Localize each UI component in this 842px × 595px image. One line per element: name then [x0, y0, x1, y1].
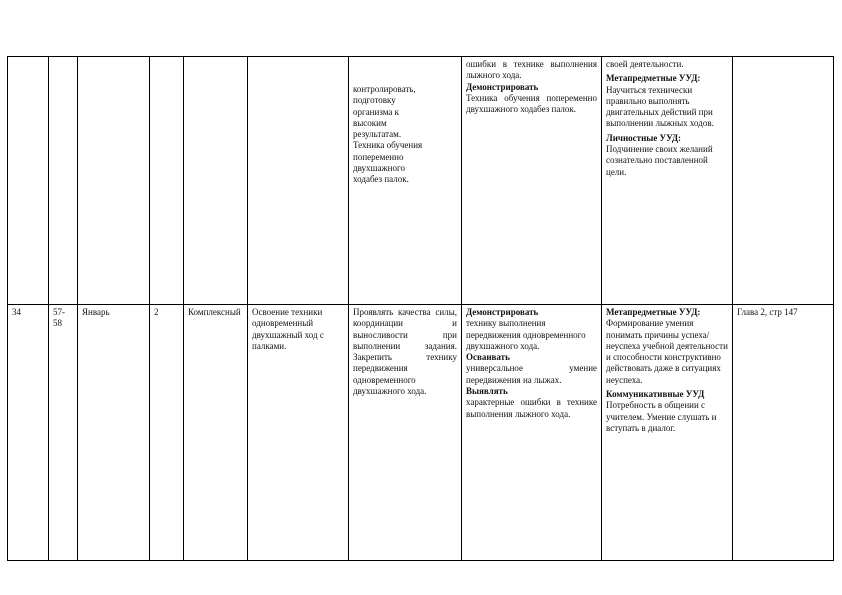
activity-heading: Выявлять: [466, 386, 508, 397]
cell-reference: Глава 2, стр 147: [733, 305, 834, 561]
uud-text: Формирование умения понимать причины успеха/неуспеха учебной деятельности и способности конструктивно действовать даже в ситуациях неуспеха.: [606, 318, 728, 385]
text-line: высоким: [353, 117, 387, 128]
cell-uud: [602, 57, 733, 305]
activity-heading: Демонстрировать: [466, 81, 539, 92]
lesson-plan-table: [7, 56, 834, 561]
cell-number: [8, 57, 49, 305]
uud-heading: Метапредметные УУД:: [606, 73, 701, 84]
activity-text: технику выполнения передвижения одновременного двухшажного хода.: [466, 318, 586, 351]
cell-uud: [602, 305, 733, 561]
uud-heading: Метапредметные УУД:: [606, 307, 701, 317]
cell-month: Январь: [78, 305, 150, 561]
uud-text: Потребность в общении с учителем. Умение слушать и вступать в диалог.: [606, 400, 717, 433]
cell-count: [150, 57, 184, 305]
text-line: контролировать,: [353, 84, 416, 94]
cell-type: Комплексный: [184, 305, 248, 561]
uud-text: своей деятельности.: [606, 59, 684, 69]
uud-text: Подчинение своих желаний сознательно поставленной цели.: [606, 144, 713, 177]
cell-hours: [49, 57, 78, 305]
cell-count: 2: [150, 305, 184, 561]
text-line: попеременно: [353, 151, 404, 162]
activity-text: ошибки в технике выполнения лыжного хода.: [466, 59, 597, 81]
text-line: ходабез палок.: [353, 174, 409, 185]
uud-text: Научиться технически правильно выполнять двигательных действий при выполнении лыжных ходов.: [606, 84, 714, 129]
cell-number: 34: [8, 305, 49, 561]
text-line: организма к: [353, 106, 399, 117]
cell-hours: 57-58: [49, 305, 78, 561]
uud-heading: Личностные УУД:: [606, 132, 682, 143]
text-line: Техника обучения: [353, 140, 423, 151]
activity-text: универсальное умение передвижения на лыжах.: [466, 363, 597, 385]
uud-heading: Коммуникативные УУД: [606, 389, 705, 400]
activity-text: Техника обучения попеременно двухшажного ходабез палок.: [466, 92, 597, 115]
activity-heading: Демонстрировать: [466, 307, 539, 317]
cell-tasks: [349, 57, 462, 305]
activity-text: характерные ошибки в технике выполнения лыжного хода.: [466, 397, 597, 419]
cell-type: [184, 57, 248, 305]
text-line: двухшажного: [353, 163, 405, 174]
cell-reference: [733, 57, 834, 305]
activity-heading: Осваивать: [466, 352, 510, 363]
cell-activity: [462, 305, 602, 561]
cell-tasks: Проявлять качества силы, координации и выносливости при выполнении задания. Закрепить технику передвижения одновременного двухшажного хода.: [349, 305, 462, 561]
cell-topic: [248, 57, 349, 305]
text-line: результатам.: [353, 129, 402, 140]
text-line: подготовку: [353, 95, 396, 106]
table-row: [8, 305, 834, 561]
cell-activity: [462, 57, 602, 305]
cell-topic: Освоение техники одновременный двухшажный ход с палками.: [248, 305, 349, 561]
cell-month: [78, 57, 150, 305]
table-row: [8, 57, 834, 305]
